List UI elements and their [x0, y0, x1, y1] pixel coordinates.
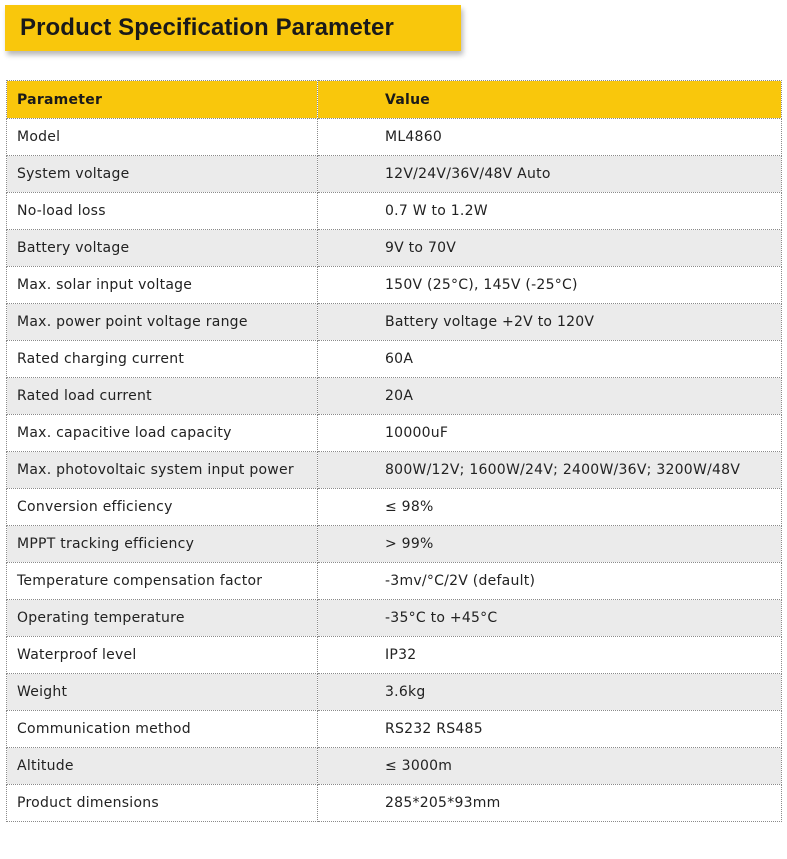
table-row — [7, 785, 782, 822]
table-row — [7, 267, 782, 304]
parameter-cell: Conversion efficiency — [7, 489, 318, 526]
header-value: Value — [318, 81, 782, 119]
parameter-cell: Max. photovoltaic system input power — [7, 452, 318, 489]
value-cell: ≤ 3000m — [318, 748, 782, 785]
value-cell: -3mv/°C/2V (default) — [318, 563, 782, 600]
value-cell: 3.6kg — [318, 674, 782, 711]
table-row — [7, 452, 782, 489]
value-cell: 12V/24V/36V/48V Auto — [318, 156, 782, 193]
title-banner — [5, 5, 461, 51]
value-cell: -35°C to +45°C — [318, 600, 782, 637]
spec-table — [6, 80, 782, 822]
table-row — [7, 378, 782, 415]
parameter-cell: System voltage — [7, 156, 318, 193]
parameter-cell: MPPT tracking efficiency — [7, 526, 318, 563]
parameter-cell: Max. capacitive load capacity — [7, 415, 318, 452]
table-row — [7, 119, 782, 156]
table-row — [7, 156, 782, 193]
table-row — [7, 526, 782, 563]
value-cell: ≤ 98% — [318, 489, 782, 526]
table-row — [7, 489, 782, 526]
parameter-cell: Weight — [7, 674, 318, 711]
value-cell: 285*205*93mm — [318, 785, 782, 822]
page-title: Product Specification Parameter — [20, 14, 394, 41]
value-cell: RS232 RS485 — [318, 711, 782, 748]
table-row — [7, 563, 782, 600]
table-row — [7, 748, 782, 785]
value-cell: 20A — [318, 378, 782, 415]
table-row — [7, 674, 782, 711]
table-row — [7, 637, 782, 674]
value-cell: 0.7 W to 1.2W — [318, 193, 782, 230]
parameter-cell: Temperature compensation factor — [7, 563, 318, 600]
parameter-cell: Operating temperature — [7, 600, 318, 637]
table-row — [7, 304, 782, 341]
value-cell: 150V (25°C), 145V (-25°C) — [318, 267, 782, 304]
parameter-cell: Communication method — [7, 711, 318, 748]
table-row — [7, 415, 782, 452]
value-cell: 800W/12V; 1600W/24V; 2400W/36V; 3200W/48V — [318, 452, 782, 489]
parameter-cell: Max. power point voltage range — [7, 304, 318, 341]
spec-body — [7, 119, 782, 822]
parameter-cell: Product dimensions — [7, 785, 318, 822]
parameter-cell: Waterproof level — [7, 637, 318, 674]
parameter-cell: Battery voltage — [7, 230, 318, 267]
parameter-cell: Rated load current — [7, 378, 318, 415]
parameter-cell: Max. solar input voltage — [7, 267, 318, 304]
table-row — [7, 711, 782, 748]
parameter-cell: Model — [7, 119, 318, 156]
parameter-cell: Altitude — [7, 748, 318, 785]
value-cell: 60A — [318, 341, 782, 378]
value-cell: ML4860 — [318, 119, 782, 156]
value-cell: 10000uF — [318, 415, 782, 452]
value-cell: IP32 — [318, 637, 782, 674]
parameter-cell: No-load loss — [7, 193, 318, 230]
table-row — [7, 600, 782, 637]
table-row — [7, 193, 782, 230]
table-row — [7, 230, 782, 267]
header-row — [7, 81, 782, 119]
parameter-cell: Rated charging current — [7, 341, 318, 378]
value-cell: Battery voltage +2V to 120V — [318, 304, 782, 341]
header-parameter: Parameter — [7, 81, 318, 119]
value-cell: 9V to 70V — [318, 230, 782, 267]
table-row — [7, 341, 782, 378]
value-cell: > 99% — [318, 526, 782, 563]
